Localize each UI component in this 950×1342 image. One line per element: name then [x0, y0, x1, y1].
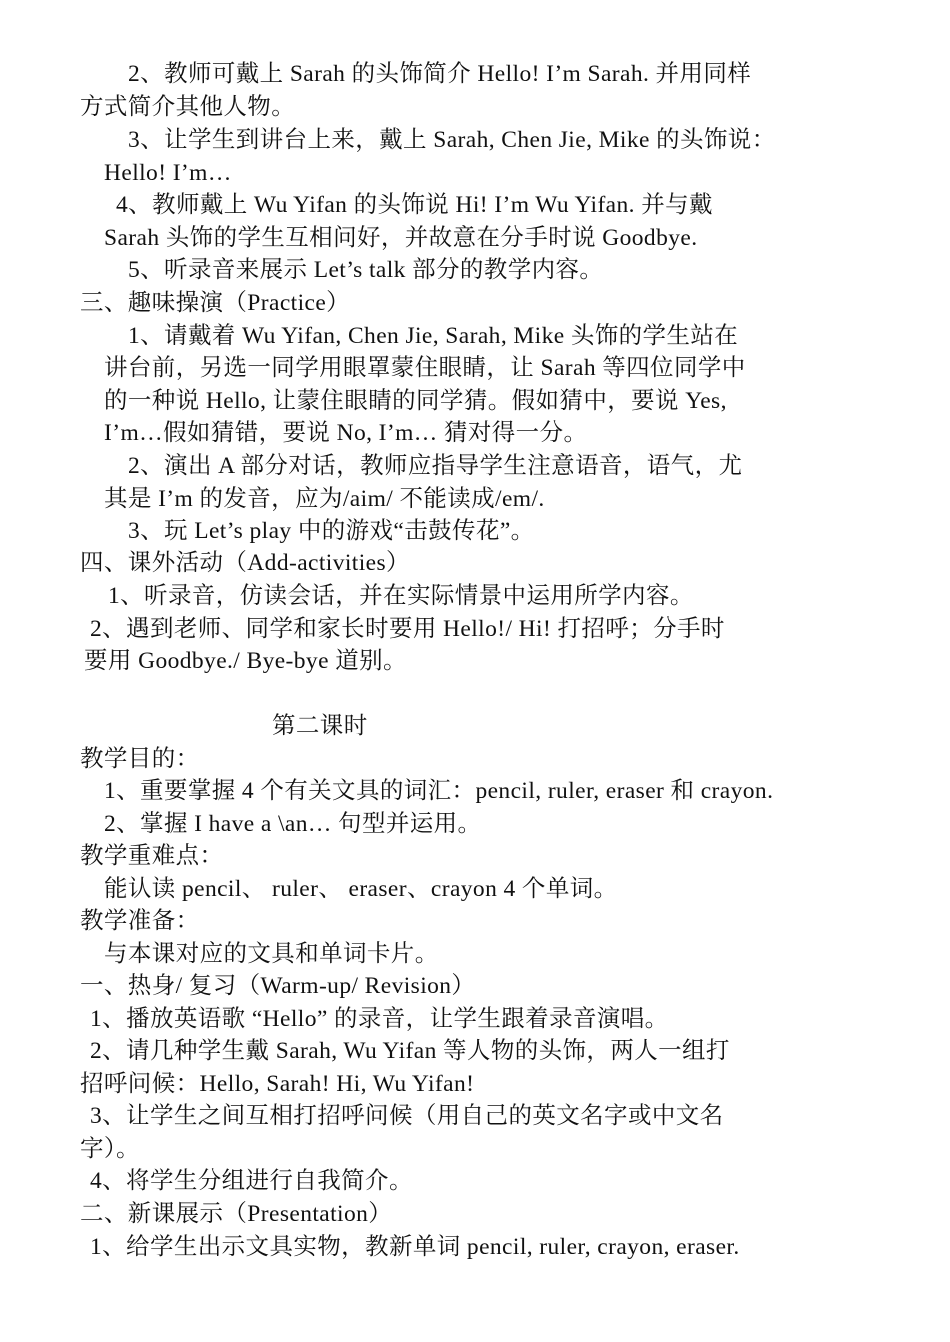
- lesson1-step-2-line-1: 2、教师可戴上 Sarah 的头饰简介 Hello! I’m Sarah. 并用同样: [128, 61, 752, 87]
- warmup-step-3-line-2: 字）。: [80, 1136, 140, 1162]
- practice-step-3: 3、玩 Let’s play 中的游戏“击鼓传花”。: [128, 518, 535, 544]
- warmup-step-2-line-1: 2、请几种学生戴 Sarah, Wu Yifan 等人物的头饰，两人一组打: [90, 1038, 730, 1064]
- lesson1-step-2-line-2: 方式简介其他人物。: [80, 94, 296, 120]
- practice-heading: 三、趣味操演（Practice）: [80, 290, 351, 316]
- lesson1-step-5: 5、听录音来展示 Let’s talk 部分的教学内容。: [128, 257, 604, 283]
- objectives-heading: 教学目的：: [80, 746, 200, 772]
- practice-step-2-line-2: 其是 I’m 的发音，应为/aim/ 不能读成/em/.: [104, 486, 545, 512]
- preparation-heading: 教学准备：: [80, 908, 200, 934]
- objectives-item-1: 1、重要掌握 4 个有关文具的词汇：pencil, ruler, eraser 和 crayon.: [104, 778, 774, 804]
- key-points-heading: 教学重难点：: [80, 843, 224, 869]
- presentation-step-1: 1、给学生出示文具实物，教新单词 pencil, ruler, crayon, eraser.: [90, 1234, 740, 1260]
- warmup-step-1: 1、播放英语歌 “Hello” 的录音，让学生跟着录音演唱。: [90, 1006, 669, 1032]
- warmup-step-2-line-2: 招呼问候：Hello, Sarah! Hi, Wu Yifan!: [80, 1071, 475, 1097]
- warmup-step-3-line-1: 3、让学生之间互相打招呼问候（用自己的英文名字或中文名: [90, 1103, 724, 1129]
- practice-step-1-line-4: I’m…假如猜错，要说 No, I’m… 猜对得一分。: [104, 420, 588, 446]
- lesson1-step-3-line-1: 3、让学生到讲台上来，戴上 Sarah, Chen Jie, Mike 的头饰说：: [128, 127, 776, 153]
- lesson1-step-4-line-2: Sarah 头饰的学生互相问好，并故意在分手时说 Goodbye.: [104, 225, 698, 251]
- activities-heading: 四、课外活动（Add-activities）: [80, 550, 410, 576]
- lesson1-step-4-line-1: 4、教师戴上 Wu Yifan 的头饰说 Hi! I’m Wu Yifan. 并与戴: [116, 192, 713, 218]
- lesson2-title: 第二课时: [272, 713, 368, 739]
- practice-step-1-line-2: 讲台前，另选一同学用眼罩蒙住眼睛，让 Sarah 等四位同学中: [104, 355, 746, 381]
- activities-step-2-line-2: 要用 Goodbye./ Bye-bye 道别。: [84, 648, 407, 674]
- lesson1-step-3-line-2: Hello! I’m…: [104, 160, 232, 186]
- preparation-item-1: 与本课对应的文具和单词卡片。: [104, 941, 439, 967]
- activities-step-1: 1、听录音，仿读会话，并在实际情景中运用所学内容。: [108, 583, 694, 609]
- warmup-heading: 一、热身/ 复习（Warm-up/ Revision）: [80, 973, 476, 999]
- activities-step-2-line-1: 2、遇到老师、同学和家长时要用 Hello!/ Hi! 打招呼；分手时: [90, 616, 725, 642]
- key-points-item-1: 能认读 pencil、 ruler、 eraser、crayon 4 个单词。: [104, 876, 618, 902]
- practice-step-1-line-3: 的一种说 Hello, 让蒙住眼睛的同学猜。假如猜中，要说 Yes,: [104, 388, 727, 414]
- practice-step-1-line-1: 1、请戴着 Wu Yifan, Chen Jie, Sarah, Mike 头饰的学生站在: [128, 323, 739, 349]
- presentation-heading: 二、新课展示（Presentation）: [80, 1201, 393, 1227]
- warmup-step-4: 4、将学生分组进行自我简介。: [90, 1168, 413, 1194]
- practice-step-2-line-1: 2、演出 A 部分对话，教师应指导学生注意语音，语气，尤: [128, 453, 743, 479]
- objectives-item-2: 2、掌握 I have a \an… 句型并运用。: [104, 811, 482, 837]
